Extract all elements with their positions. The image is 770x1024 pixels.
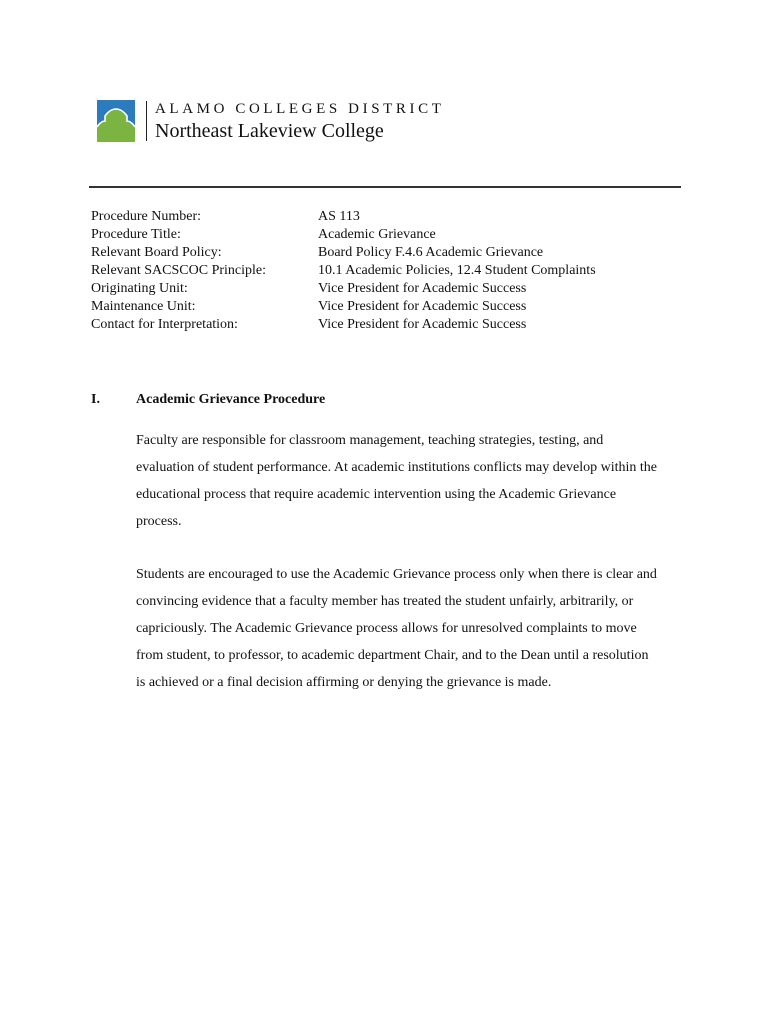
logo-divider [146,101,147,141]
meta-row-contact [91,316,596,334]
paragraph: Students are encouraged to use the Academic Grievance process only when there is clear and convincing evidence that a faculty member has treated the student unfairly, arbitrarily, or capriciously. The Academic Grievance process allows for unresolved complaints to move from student, to professor, to academic department Chair, and to the Dean until a resolution is achieved or a final decision affirming or denying the grievance is made. [136,567,657,690]
section-title: Academic Grievance Procedure [136,392,326,407]
section-number: I. [91,392,100,407]
procedure-metadata [91,208,596,334]
meta-row-originating-unit [91,280,596,298]
meta-row-maintenance-unit [91,298,596,316]
meta-row-procedure-number [91,208,596,226]
meta-value: AS 113 [318,209,360,224]
meta-label: Procedure Title: [91,227,181,242]
college-logo [97,100,444,143]
meta-label: Maintenance Unit: [91,299,196,314]
meta-label: Relevant Board Policy: [91,245,222,260]
meta-value: Academic Grievance [318,227,436,242]
meta-row-procedure-title [91,226,596,244]
section-academic-grievance [91,391,671,722]
logo-text [155,100,444,143]
alamo-mission-icon [97,100,135,142]
section-body [136,427,671,696]
college-name: Northeast Lakeview College [155,120,384,142]
meta-label: Procedure Number: [91,209,202,224]
district-name: ALAMO COLLEGES DISTRICT [155,101,445,117]
meta-value: Vice President for Academic Success [318,281,527,296]
meta-row-board-policy [91,244,596,262]
meta-value: Vice President for Academic Success [318,299,527,314]
header-rule [89,186,681,188]
meta-value: Vice President for Academic Success [318,317,527,332]
meta-value: 10.1 Academic Policies, 12.4 Student Complaints [318,263,596,278]
meta-label: Relevant SACSCOC Principle: [91,263,266,278]
meta-label: Contact for Interpretation: [91,317,238,332]
meta-value: Board Policy F.4.6 Academic Grievance [318,245,544,260]
meta-row-sacscoc-principle [91,262,596,280]
meta-label: Originating Unit: [91,281,188,296]
section-heading [91,391,671,409]
paragraph: Faculty are responsible for classroom management, teaching strategies, testing, and evaluation of student performance. At academic institutions conflicts may develop within the educational process that require academic intervention using the Academic Grievance process. [136,433,657,529]
